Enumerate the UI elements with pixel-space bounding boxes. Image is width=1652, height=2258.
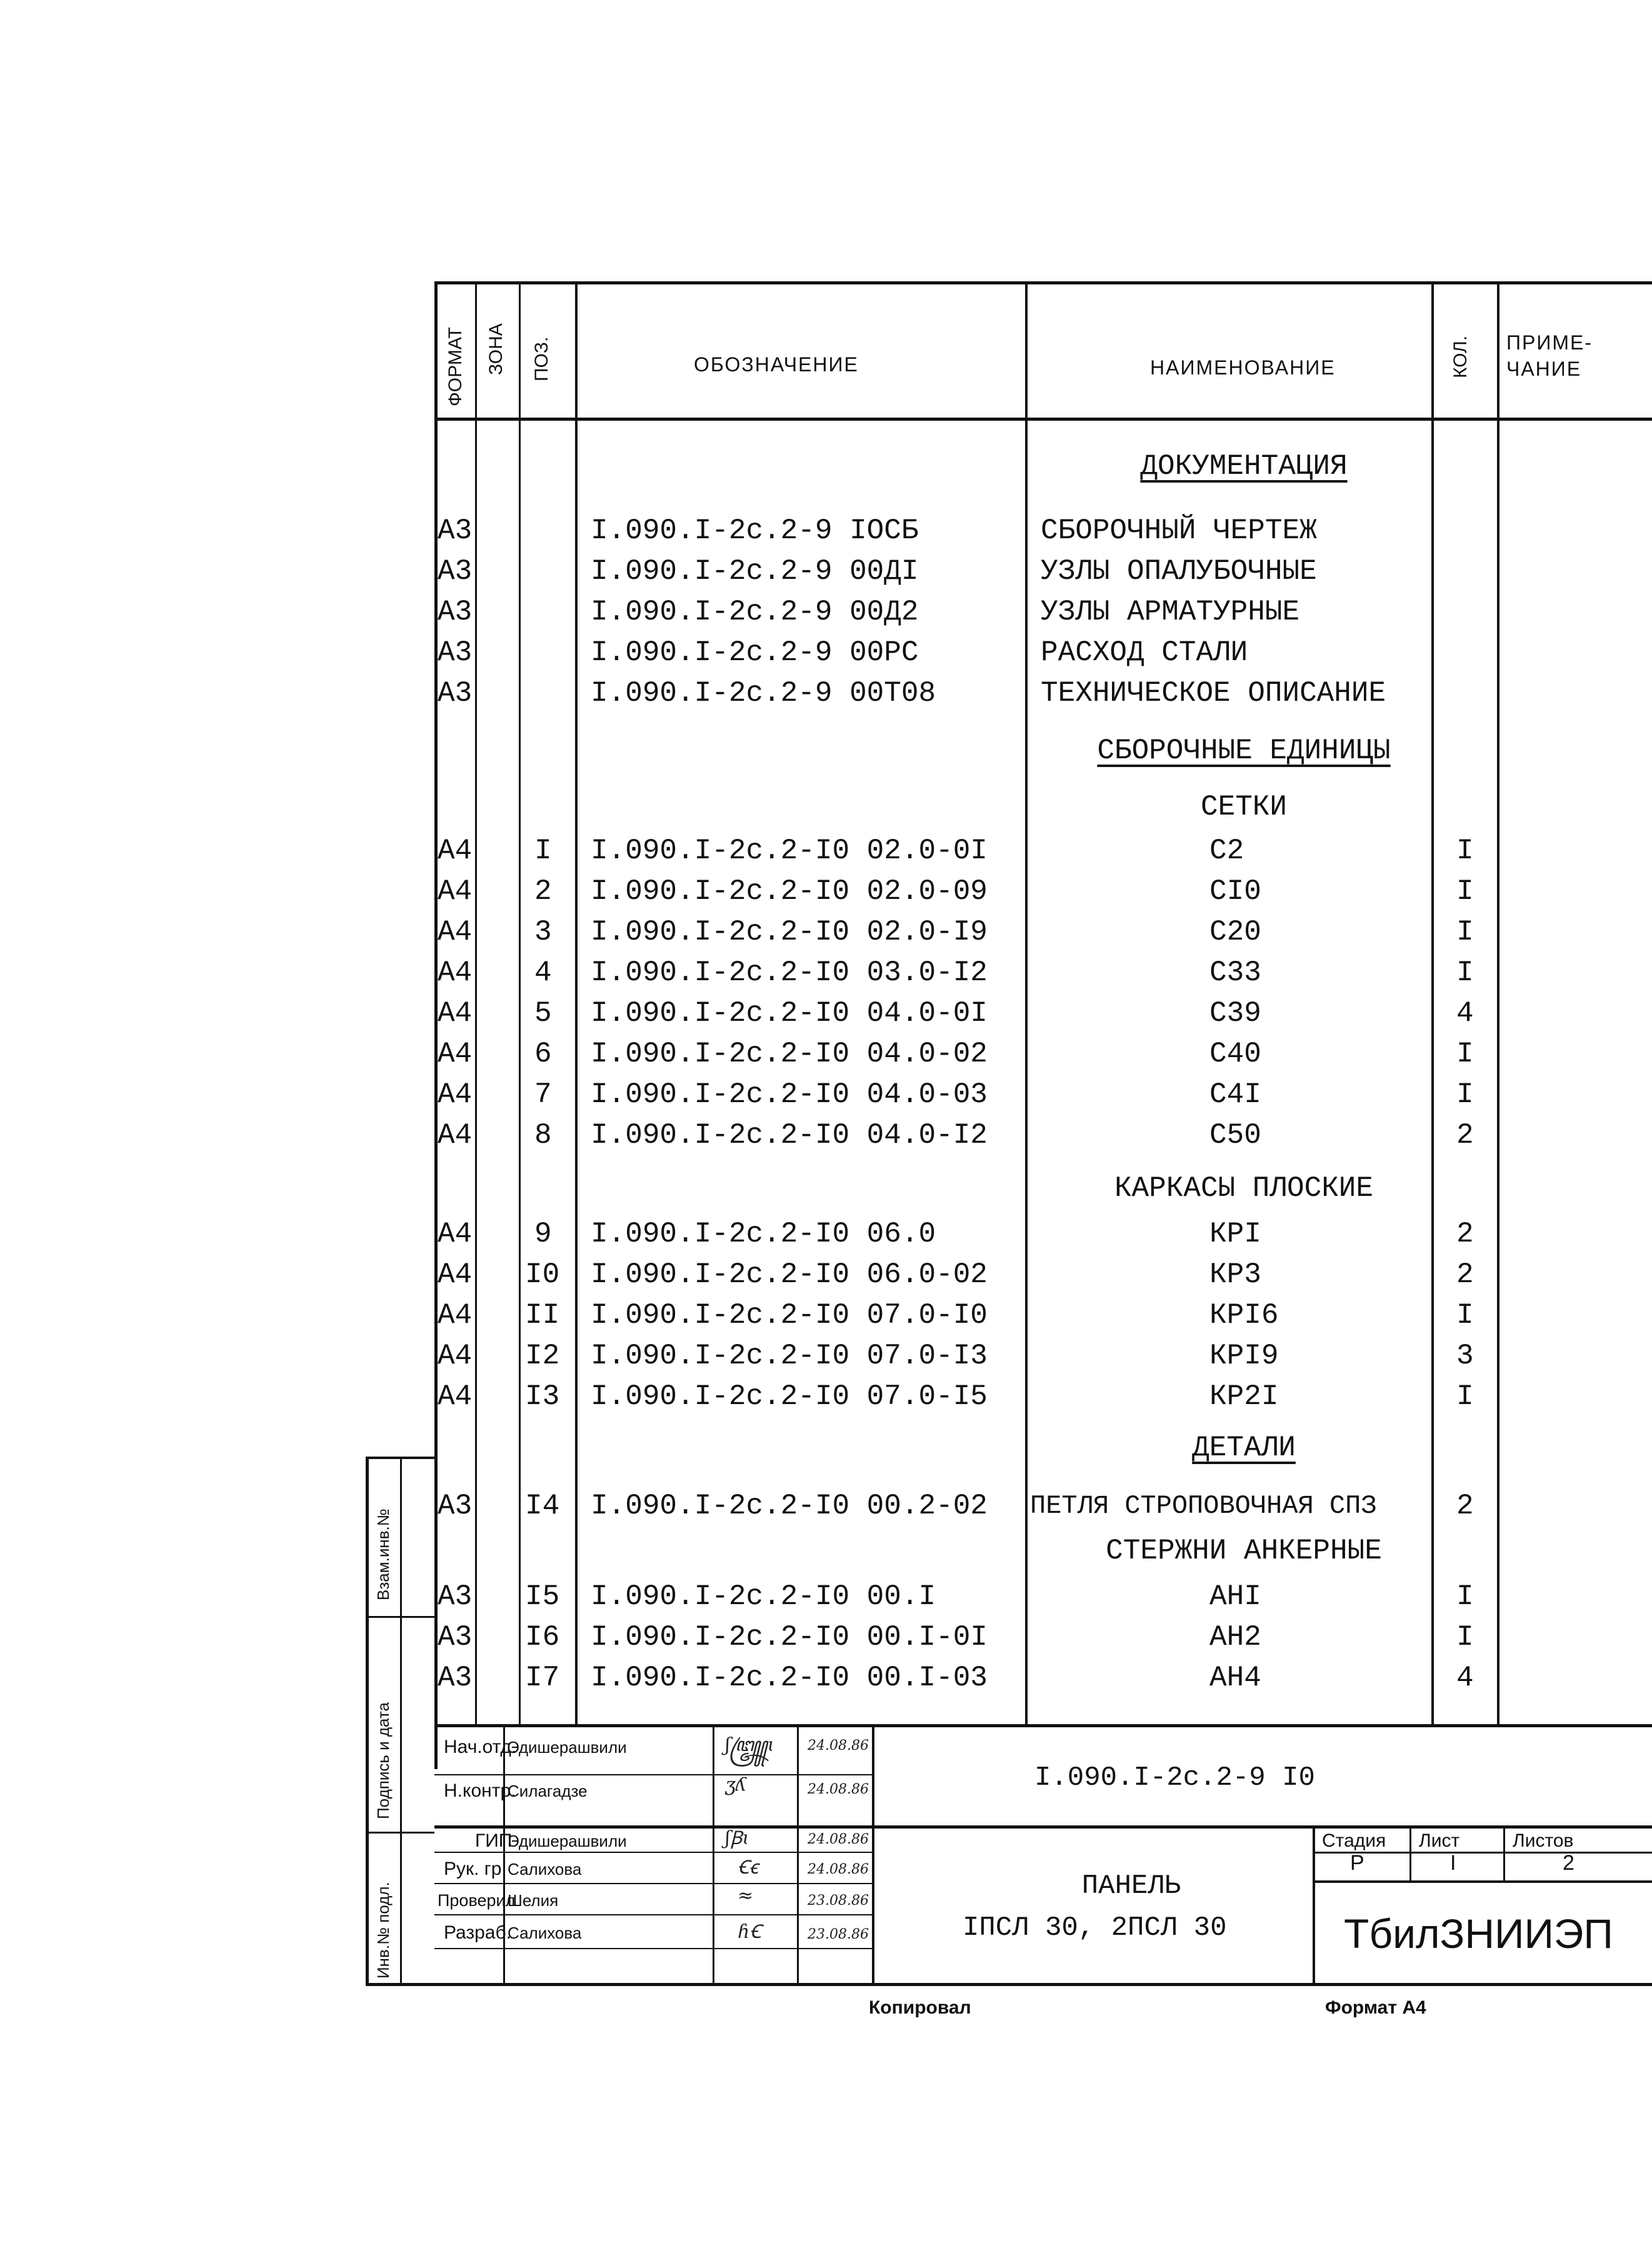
col-border-designation xyxy=(575,281,578,1725)
tb-person: Салихова xyxy=(508,1924,582,1942)
row-name: КРI xyxy=(1209,1218,1261,1250)
row-designation: I.090.I-2с.2-9 00ДI xyxy=(591,555,919,588)
row-qty: 3 xyxy=(1456,1340,1474,1372)
row-name: С2 xyxy=(1209,835,1244,867)
row-name: УЗЛЫ АРМАТУРНЫЕ xyxy=(1041,596,1300,628)
row-designation: I.090.I-2с.2-I0 04.0-02 xyxy=(591,1038,988,1070)
tb-sheets-label: Листов xyxy=(1513,1830,1574,1851)
side-stamp-border-mid xyxy=(400,1457,402,1985)
row-format: А4 xyxy=(438,956,473,989)
row-pos: I0 xyxy=(525,1258,560,1291)
row-format: А3 xyxy=(438,1490,473,1522)
row-pos: 8 xyxy=(534,1119,552,1152)
title-block-top xyxy=(434,1724,1652,1727)
tb-signature-mark: ≈ xyxy=(738,1885,754,1907)
tb-organization: ТбилЗНИИЭП xyxy=(1344,1910,1613,1957)
row-format: А3 xyxy=(438,555,473,588)
subsection-title-anchor-rods: СТЕРЖНИ АНКЕРНЫЕ xyxy=(1106,1535,1382,1567)
tb-signature-mark: ʃ꧅ɩ xyxy=(725,1734,775,1756)
row-designation: I.090.I-2с.2-9 00Т08 xyxy=(591,677,936,710)
row-format: А4 xyxy=(438,1218,473,1250)
row-pos: 3 xyxy=(534,916,552,948)
row-designation: I.090.I-2с.2-I0 00.I xyxy=(591,1580,936,1613)
row-designation: I.090.I-2с.2-I0 02.0-I9 xyxy=(591,916,988,948)
col-border-pos xyxy=(519,281,521,1725)
row-designation: I.090.I-2с.2-I0 04.0-03 xyxy=(591,1078,988,1111)
header-zone: ЗОНА xyxy=(486,323,506,375)
col-border-zone xyxy=(475,281,477,1725)
row-format: А4 xyxy=(438,1258,473,1291)
header-designation: ОБОЗНАЧЕНИЕ xyxy=(694,353,859,376)
header-name: НАИМЕНОВАНИЕ xyxy=(1150,356,1336,379)
header-note-line2: ЧАНИЕ xyxy=(1506,358,1582,380)
row-designation: I.090.I-2с.2-I0 06.0 xyxy=(591,1218,936,1250)
row-name: КРI6 xyxy=(1209,1299,1279,1332)
footer-copied: Копировал xyxy=(869,1997,971,2018)
tb-role: ГИП xyxy=(475,1830,513,1851)
row-designation: I.090.I-2с.2-I0 00.I-03 xyxy=(591,1662,988,1694)
frame-top-border xyxy=(434,281,1652,284)
section-title-assemblies: СБОРОЧНЫЕ ЕДИНИЦЫ xyxy=(1097,735,1391,767)
row-qty: I xyxy=(1456,916,1474,948)
row-format: А3 xyxy=(438,677,473,710)
row-designation: I.090.I-2с.2-9 00РС xyxy=(591,636,919,669)
row-pos: 6 xyxy=(534,1038,552,1070)
side-stamp-div1 xyxy=(366,1616,434,1618)
row-name: АН2 xyxy=(1209,1621,1261,1653)
row-name: ПЕТЛЯ СТРОПОВОЧНАЯ СПЗ xyxy=(1030,1491,1377,1521)
row-format: А3 xyxy=(438,1662,473,1694)
tb-date: 23.08.86 xyxy=(808,1893,869,1909)
row-name: КРI9 xyxy=(1209,1340,1279,1372)
side-stamp-div2 xyxy=(366,1832,434,1834)
row-pos: I2 xyxy=(525,1340,560,1372)
row-format: А3 xyxy=(438,1621,473,1653)
row-name: С39 xyxy=(1209,997,1261,1030)
tb-row-line-1 xyxy=(434,1774,872,1775)
header-qty: КОЛ. xyxy=(1450,335,1471,378)
section-title-parts: ДЕТАЛИ xyxy=(1192,1432,1296,1464)
row-pos: 2 xyxy=(534,875,552,908)
row-pos: II xyxy=(525,1299,560,1332)
row-name: С4I xyxy=(1209,1078,1261,1111)
row-pos: 7 xyxy=(534,1078,552,1111)
tb-date: 24.08.86 xyxy=(808,1832,869,1847)
tb-doc-number: I.090.I-2с.2-9 I0 xyxy=(1034,1762,1315,1794)
row-qty: 2 xyxy=(1456,1119,1474,1152)
row-qty: I xyxy=(1456,1078,1474,1111)
col-border-name xyxy=(1025,281,1028,1725)
row-format: А3 xyxy=(438,636,473,669)
tb-stage-bottom-line xyxy=(1313,1880,1652,1883)
tb-product-line1: ПАНЕЛЬ xyxy=(1081,1870,1181,1902)
tb-stage-label: Стадия xyxy=(1322,1830,1386,1851)
row-designation: I.090.I-2с.2-I0 07.0-I3 xyxy=(591,1340,988,1372)
tb-person: Эдишерашвили xyxy=(508,1738,627,1757)
header-pos: ПОЗ. xyxy=(531,336,552,381)
tb-row-line-3 xyxy=(434,1883,872,1884)
row-qty: I xyxy=(1456,1380,1474,1413)
row-format: А4 xyxy=(438,1078,473,1111)
tb-row-line-4 xyxy=(434,1914,872,1915)
row-pos: I xyxy=(534,835,552,867)
row-designation: I.090.I-2с.2-I0 00.2-02 xyxy=(591,1490,988,1522)
row-pos: I6 xyxy=(525,1621,560,1653)
row-pos: I3 xyxy=(525,1380,560,1413)
row-format: А4 xyxy=(438,1340,473,1372)
header-format: ФОРМАТ xyxy=(445,327,466,406)
row-name: СI0 xyxy=(1209,875,1261,908)
row-name: РАСХОД СТАЛИ xyxy=(1041,636,1248,669)
tb-sheet-label: Лист xyxy=(1419,1830,1460,1851)
subsection-title-frames: КАРКАСЫ ПЛОСКИЕ xyxy=(1114,1172,1374,1205)
row-qty: 2 xyxy=(1456,1218,1474,1250)
tb-role: Рук. гр. xyxy=(444,1859,507,1879)
row-designation: I.090.I-2с.2-I0 06.0-02 xyxy=(591,1258,988,1291)
row-qty: I xyxy=(1456,1038,1474,1070)
tb-signature-mark: ɦꞒ xyxy=(738,1921,761,1943)
row-name: КР3 xyxy=(1209,1258,1261,1291)
row-format: А4 xyxy=(438,1119,473,1152)
tb-role: Нач.отд. xyxy=(444,1737,517,1757)
row-designation: I.090.I-2с.2-I0 07.0-I5 xyxy=(591,1380,988,1413)
tb-stage-value: Р xyxy=(1350,1851,1364,1875)
row-designation: I.090.I-2с.2-I0 04.0-I2 xyxy=(591,1119,988,1152)
row-qty: 2 xyxy=(1456,1490,1474,1522)
row-pos: 5 xyxy=(534,997,552,1030)
side-stamp-border-left xyxy=(366,1457,369,1985)
section-title-documentation: ДОКУМЕНТАЦИЯ xyxy=(1140,450,1348,483)
row-qty: I xyxy=(1456,1299,1474,1332)
row-format: А3 xyxy=(438,1580,473,1613)
tb-role: Проверил xyxy=(438,1891,516,1910)
row-format: А3 xyxy=(438,514,473,547)
tb-date: 24.08.86 xyxy=(808,1738,869,1754)
side-stamp-sign-date: Подпись и дата xyxy=(374,1702,393,1819)
tb-date: 23.08.86 xyxy=(808,1927,869,1942)
row-pos: 9 xyxy=(534,1218,552,1250)
row-name: СБОРОЧНЫЙ ЧЕРТЕЖ xyxy=(1041,514,1317,547)
row-qty: 4 xyxy=(1456,997,1474,1030)
row-name: С20 xyxy=(1209,916,1261,948)
row-designation: I.090.I-2с.2-I0 02.0-0I xyxy=(591,835,988,867)
row-qty: 4 xyxy=(1456,1662,1474,1694)
row-format: А4 xyxy=(438,875,473,908)
row-qty: I xyxy=(1456,1621,1474,1653)
row-name: С33 xyxy=(1209,956,1261,989)
tb-role: Н.контр. xyxy=(444,1780,516,1801)
row-qty: I xyxy=(1456,835,1474,867)
row-name: С40 xyxy=(1209,1038,1261,1070)
row-format: А3 xyxy=(438,596,473,628)
row-name: УЗЛЫ ОПАЛУБОЧНЫЕ xyxy=(1041,555,1317,588)
tb-col-person xyxy=(713,1724,714,1983)
tb-person: Салихова xyxy=(508,1860,582,1879)
row-format: А4 xyxy=(438,835,473,867)
tb-date: 24.08.86 xyxy=(808,1782,869,1797)
row-designation: I.090.I-2с.2-I0 03.0-I2 xyxy=(591,956,988,989)
row-qty: I xyxy=(1456,1580,1474,1613)
side-stamp-top xyxy=(366,1457,434,1459)
row-format: А4 xyxy=(438,997,473,1030)
tb-signature-mark: Ꞓꞓ xyxy=(738,1857,758,1879)
tb-signature-mark: ʃꞴɩ xyxy=(725,1827,750,1849)
row-pos: 4 xyxy=(534,956,552,989)
row-name: ТЕХНИЧЕСКОЕ ОПИСАНИЕ xyxy=(1041,677,1386,710)
col-border-note xyxy=(1497,281,1499,1725)
footer-format: Формат А4 xyxy=(1325,1997,1426,2018)
row-pos: I7 xyxy=(525,1662,560,1694)
tb-person: Эдишерашвили xyxy=(508,1832,627,1850)
row-name: С50 xyxy=(1209,1119,1261,1152)
tb-person: Силагадзе xyxy=(508,1782,588,1800)
tb-sheets-value: 2 xyxy=(1563,1851,1574,1875)
row-name: КР2I xyxy=(1209,1380,1279,1413)
row-format: А4 xyxy=(438,1299,473,1332)
row-format: А4 xyxy=(438,1038,473,1070)
row-designation: I.090.I-2с.2-I0 07.0-I0 xyxy=(591,1299,988,1332)
tb-signature-mark: ʒʎ xyxy=(725,1774,746,1796)
side-stamp-inv-orig: Инв.№ подл. xyxy=(374,1882,393,1979)
row-qty: I xyxy=(1456,875,1474,908)
row-pos: I5 xyxy=(525,1580,560,1613)
tb-col-stage xyxy=(1313,1825,1315,1983)
subsection-title-meshes: СЕТКИ xyxy=(1200,791,1288,823)
tb-sheet-value: I xyxy=(1450,1851,1456,1875)
tb-role: Разраб. xyxy=(444,1922,512,1943)
row-designation: I.090.I-2с.2-9 00Д2 xyxy=(591,596,919,628)
col-border-qty xyxy=(1431,281,1434,1725)
row-designation: I.090.I-2с.2-I0 02.0-09 xyxy=(591,875,988,908)
title-block-bottom xyxy=(366,1983,1652,1986)
tb-person: Шелия xyxy=(508,1891,559,1910)
row-format: А4 xyxy=(438,1380,473,1413)
row-format: А4 xyxy=(438,916,473,948)
row-qty: 2 xyxy=(1456,1258,1474,1291)
tb-date: 24.08.86 xyxy=(808,1862,869,1877)
tb-col-signature xyxy=(797,1724,799,1983)
tb-product-line2: IПСЛ 30, 2ПСЛ 30 xyxy=(963,1912,1227,1944)
row-designation: I.090.I-2с.2-I0 04.0-0I xyxy=(591,997,988,1030)
side-stamp-replace-inv: Взам.инв.№ xyxy=(374,1508,393,1600)
header-bottom-border xyxy=(434,418,1652,421)
row-qty: I xyxy=(1456,956,1474,989)
row-name: АН4 xyxy=(1209,1662,1261,1694)
row-pos: I4 xyxy=(525,1490,560,1522)
tb-col-date xyxy=(872,1724,874,1983)
row-designation: I.090.I-2с.2-9 IОСБ xyxy=(591,514,919,547)
row-name: АНI xyxy=(1209,1580,1261,1613)
tb-row-line-5 xyxy=(434,1948,872,1949)
header-note-line1: ПРИМЕ- xyxy=(1506,331,1593,354)
row-designation: I.090.I-2с.2-I0 00.I-0I xyxy=(591,1621,988,1653)
